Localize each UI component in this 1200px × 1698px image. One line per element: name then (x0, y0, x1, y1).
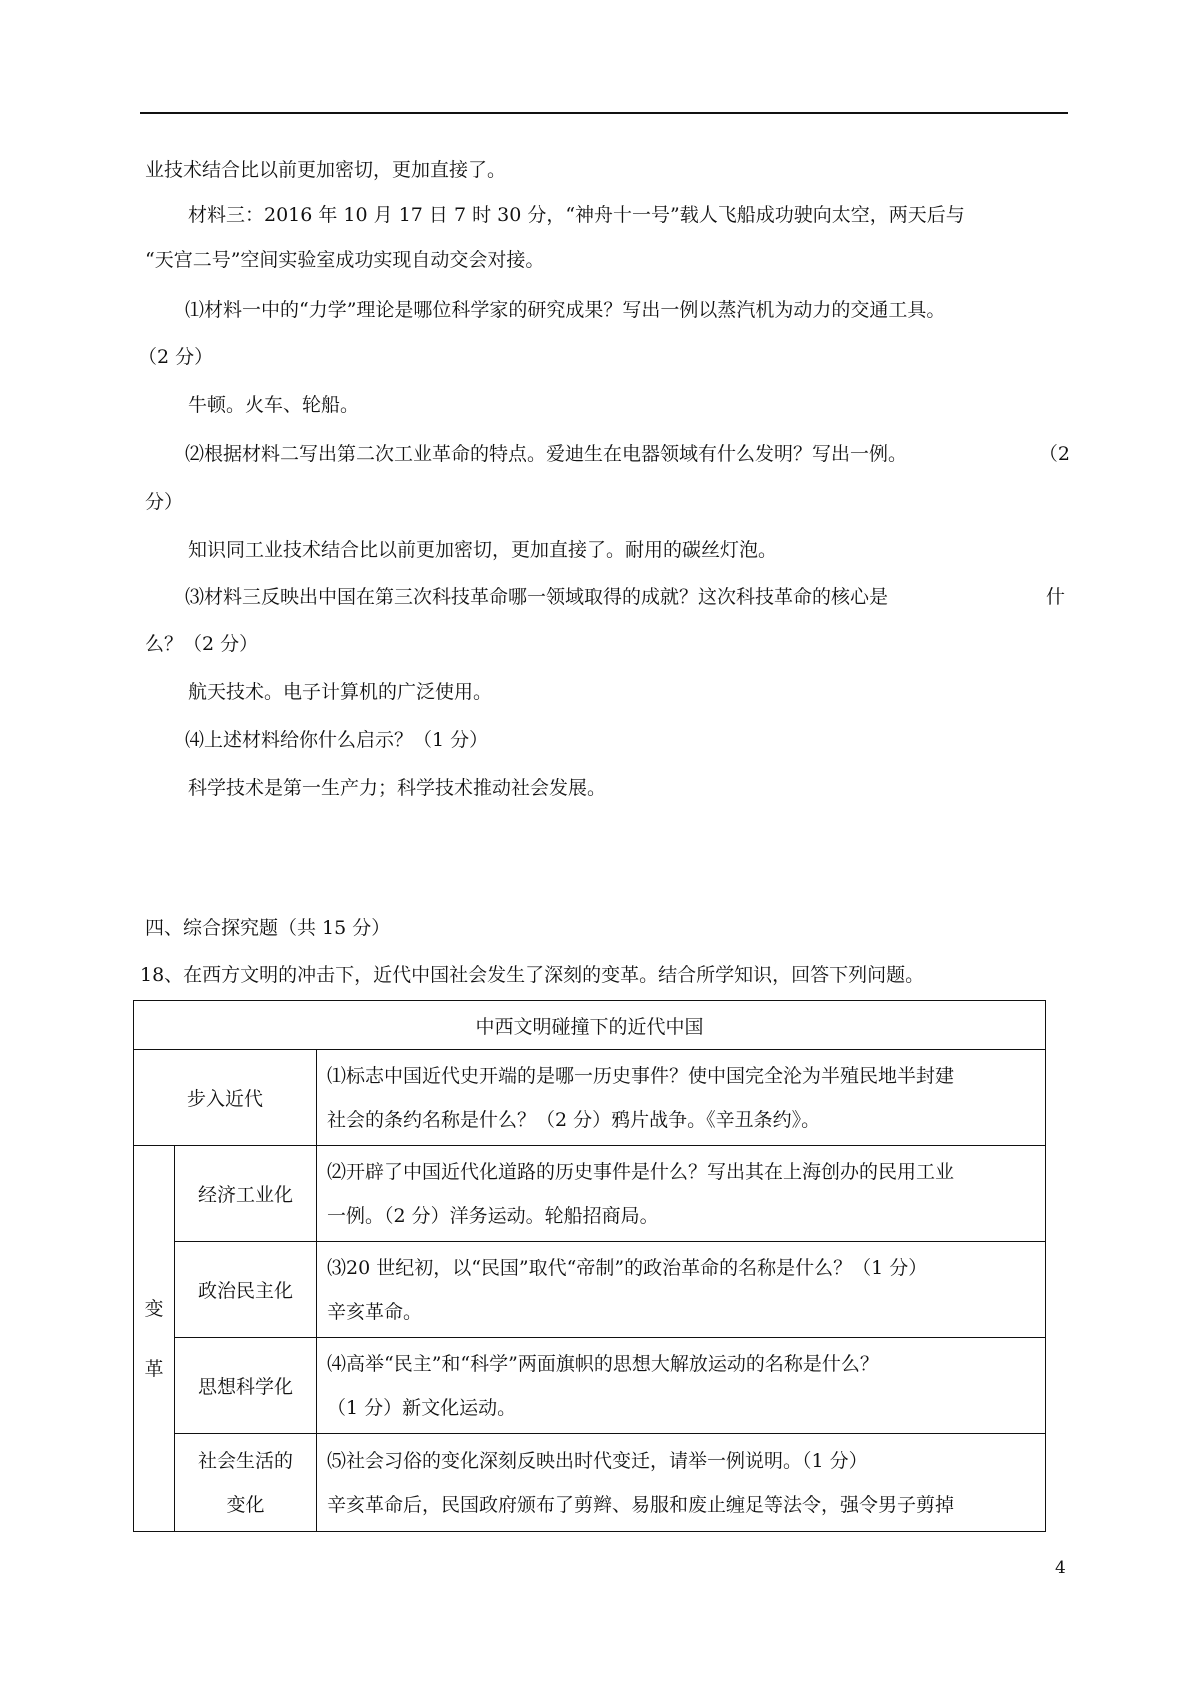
question-4: ⑷上述材料给你什么启示？（1 分） (185, 729, 489, 751)
question-2-tail: （2 (1038, 443, 1070, 465)
question-1-score: （2 分） (138, 346, 214, 368)
row-category: 政治民主化 (175, 1242, 317, 1338)
row-category: 步入近代 (134, 1050, 317, 1146)
row-content (317, 1146, 1046, 1242)
question-3-text: ⑶材料三反映出中国在第三次科技革命哪一领域取得的成就？这次科技革命的核心是 (185, 586, 889, 608)
row-line-1: ⑷高举“民主”和“科学”两面旗帜的思想大解放运动的名称是什么？ (327, 1352, 879, 1375)
table-row (134, 1434, 1046, 1532)
row-content (317, 1050, 1046, 1146)
table-row (134, 1242, 1046, 1338)
row-content (317, 1338, 1046, 1434)
row-content (317, 1434, 1046, 1532)
table-row (134, 1338, 1046, 1434)
row-line-2: （1 分）新文化运动。 (327, 1396, 517, 1419)
question-3-tail: 什 (1045, 586, 1065, 608)
vertical-label-char-1: 变 (144, 1297, 164, 1320)
history-table (133, 1000, 1046, 1532)
row-category: 经济工业化 (175, 1146, 317, 1242)
row-category (175, 1434, 317, 1532)
row-line-1: ⑵开辟了中国近代化道路的历史事件是什么？写出其在上海创办的民用工业 (327, 1160, 955, 1183)
text-line: 业技术结合比以前更加密切，更加直接了。 (145, 159, 507, 181)
question-2 (185, 442, 1070, 466)
question-2-text: ⑵根据材料二写出第二次工业革命的特点。爱迪生在电器领域有什么发明？写出一例。 (185, 443, 908, 465)
vertical-label-char-2: 革 (144, 1357, 164, 1380)
answer-1: 牛顿。火车、轮船。 (188, 394, 360, 416)
row-line-2: 辛亥革命后，民国政府颁布了剪辫、易服和废止缠足等法令，强令男子剪掉 (327, 1493, 955, 1516)
question-2-cont: 分） (145, 491, 184, 513)
row-category-line-1: 社会生活的 (197, 1449, 293, 1472)
question-3-cont: 么？（2 分） (145, 633, 259, 655)
page-number: 4 (1055, 1558, 1066, 1578)
row-line-2: 社会的条约名称是什么？（2 分）鸦片战争。《辛丑条约》。 (327, 1108, 821, 1131)
answer-3: 航天技术。电子计算机的广泛使用。 (188, 681, 493, 703)
question-3 (185, 585, 1065, 609)
question-18: 18、在西方文明的冲击下，近代中国社会发生了深刻的变革。结合所学知识，回答下列问题。 (140, 964, 925, 986)
header-rule (140, 112, 1068, 114)
row-line-2: 辛亥革命。 (327, 1300, 423, 1323)
row-line-2: 一例。（2 分）洋务运动。轮船招商局。 (327, 1204, 659, 1227)
row-content (317, 1242, 1046, 1338)
answer-4: 科学技术是第一生产力；科学技术推动社会发展。 (188, 777, 607, 799)
table-header: 中西文明碰撞下的近代中国 (134, 1001, 1046, 1050)
row-line-1: ⑸社会习俗的变化深刻反映出时代变迁，请举一例说明。（1 分） (327, 1449, 868, 1472)
material-3-line-1: 材料三：2016 年 10 月 17 日 7 时 30 分，“神舟十一号”载人飞船成功驶向太空，两天后与 (188, 204, 965, 226)
row-line-1: ⑴标志中国近代史开端的是哪一历史事件？使中国完全沦为半殖民地半封建 (327, 1064, 955, 1087)
answer-2: 知识同工业技术结合比以前更加密切，更加直接了。耐用的碳丝灯泡。 (188, 539, 778, 561)
table-row (134, 1146, 1046, 1242)
section-title: 四、综合探究题（共 15 分） (145, 917, 391, 939)
row-category-line-2: 变化 (226, 1493, 265, 1516)
material-3-line-2: “天宫二号”空间实验室成功实现自动交会对接。 (145, 249, 545, 271)
row-category: 思想科学化 (175, 1338, 317, 1434)
row-line-1: ⑶20 世纪初，以“民国”取代“帝制”的政治革命的名称是什么？（1 分） (327, 1256, 928, 1279)
vertical-label (134, 1146, 175, 1532)
question-1: ⑴材料一中的“力学”理论是哪位科学家的研究成果？写出一例以蒸汽机为动力的交通工具。 (185, 299, 946, 321)
table-row (134, 1050, 1046, 1146)
